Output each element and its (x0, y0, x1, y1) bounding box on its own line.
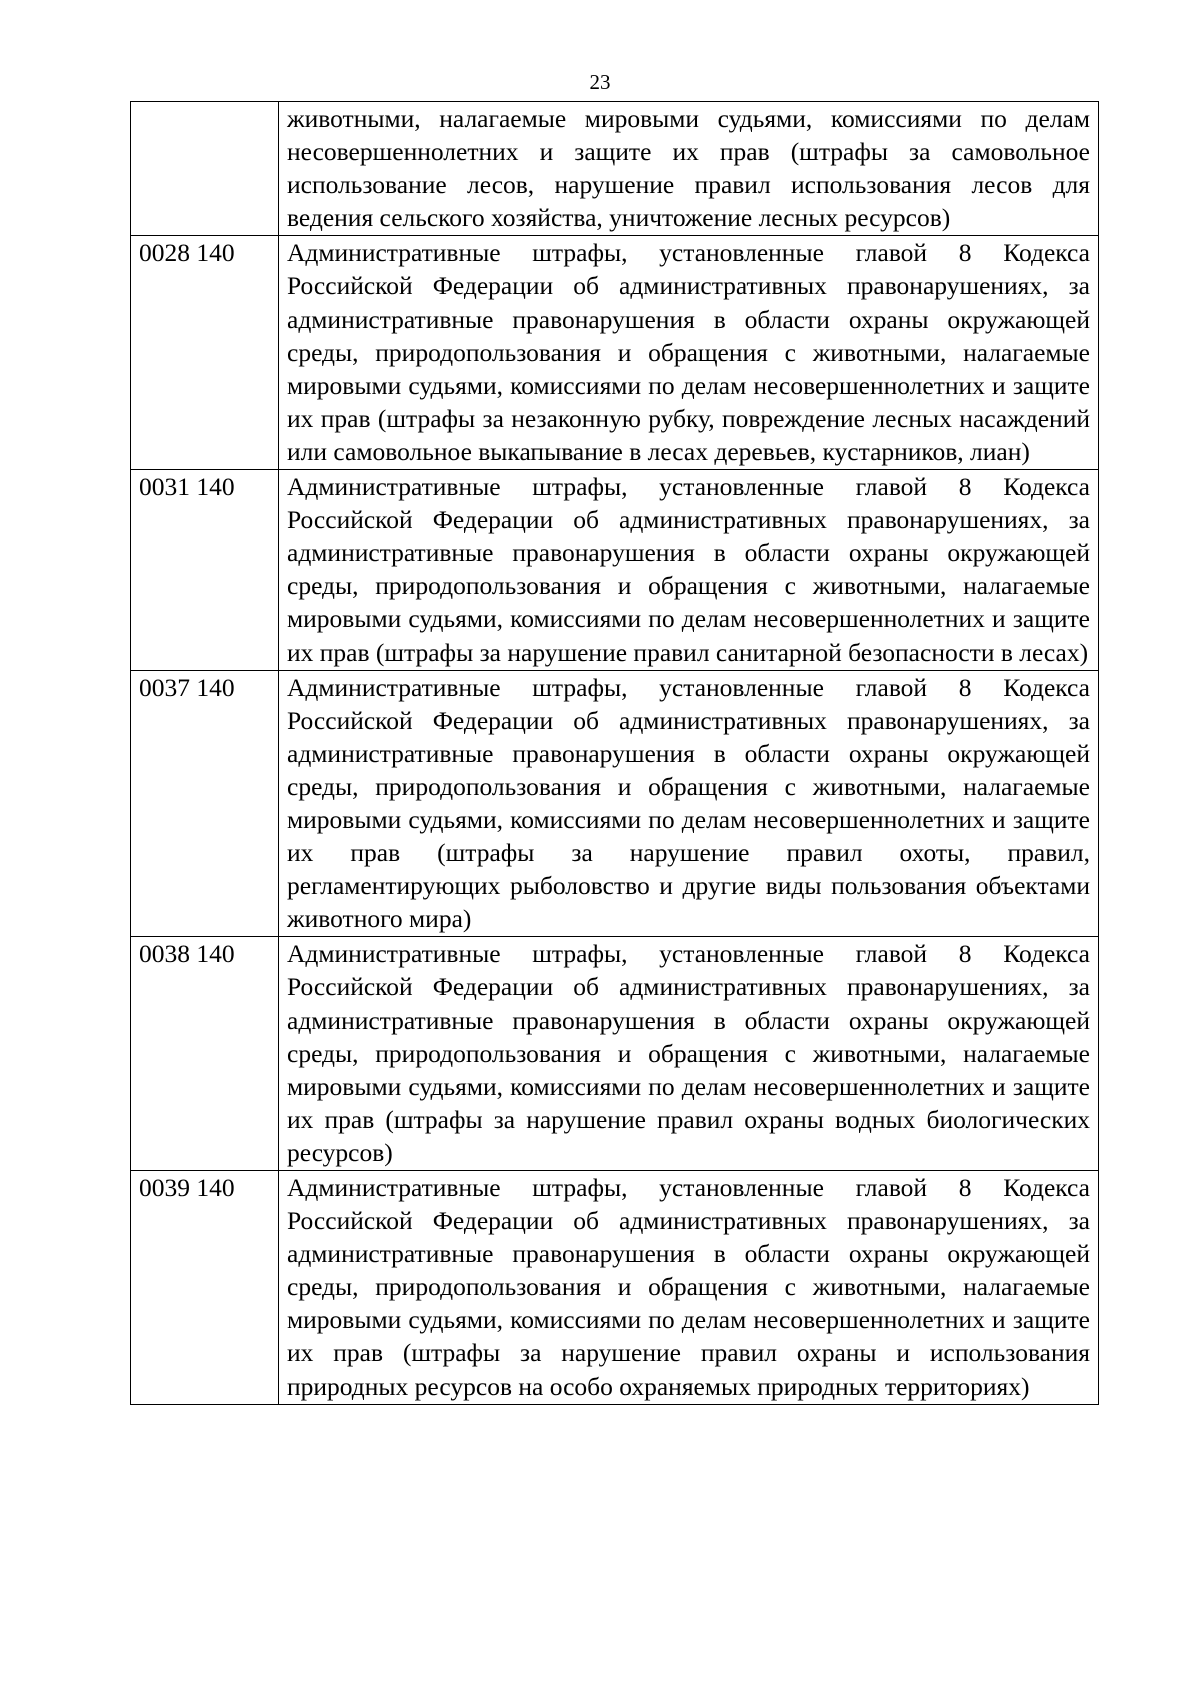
code-cell: 0031 140 (131, 470, 279, 671)
code-cell: 0038 140 (131, 937, 279, 1171)
table-row (131, 236, 1099, 470)
table-row (131, 1171, 1099, 1405)
code-cell: 0039 140 (131, 1171, 279, 1405)
table-row (131, 670, 1099, 937)
description-cell: животными, налагаемые мировыми судьями, комиссиями по делам несовершеннолетних и защите их прав (штрафы за самовольное использование лесов, нарушение правил использования лесов для ведения сельского хозяйства, уничтожение лесных ресурсов) (279, 102, 1099, 236)
page-number: 23 (589, 70, 611, 94)
table-row (131, 470, 1099, 671)
description-cell: Административные штрафы, установленные главой 8 Кодекса Российской Федерации об административных правонарушениях, за административные правонарушения в области охраны окружающей среды, природопользования и обращения с животными, налагаемые мировыми судьями, комиссиями по делам несовершеннолетних и защите их прав (штрафы за нарушение правил охраны и использования природных ресурсов на особо охраняемых природных территориях) (279, 1171, 1099, 1405)
description-cell: Административные штрафы, установленные главой 8 Кодекса Российской Федерации об административных правонарушениях, за административные правонарушения в области охраны окружающей среды, природопользования и обращения с животными, налагаемые мировыми судьями, комиссиями по делам несовершеннолетних и защите их прав (штрафы за нарушение правил санитарной безопасности в лесах) (279, 470, 1099, 671)
description-cell: Административные штрафы, установленные главой 8 Кодекса Российской Федерации об административных правонарушениях, за административные правонарушения в области охраны окружающей среды, природопользования и обращения с животными, налагаемые мировыми судьями, комиссиями по делам несовершеннолетних и защите их прав (штрафы за нарушение правил охраны водных биологических ресурсов) (279, 937, 1099, 1171)
description-cell: Административные штрафы, установленные главой 8 Кодекса Российской Федерации об административных правонарушениях, за административные правонарушения в области охраны окружающей среды, природопользования и обращения с животными, налагаемые мировыми судьями, комиссиями по делам несовершеннолетних и защите их прав (штрафы за незаконную рубку, повреждение лесных насаждений или самовольное выкапывание в лесах деревьев, кустарников, лиан) (279, 236, 1099, 470)
code-cell: 0028 140 (131, 236, 279, 470)
table-row (131, 937, 1099, 1171)
codes-table (130, 101, 1099, 1405)
table-row (131, 102, 1099, 236)
code-cell: 0037 140 (131, 670, 279, 937)
code-cell (131, 102, 279, 236)
description-cell: Административные штрафы, установленные главой 8 Кодекса Российской Федерации об административных правонарушениях, за административные правонарушения в области охраны окружающей среды, природопользования и обращения с животными, налагаемые мировыми судьями, комиссиями по делам несовершеннолетних и защите их прав (штрафы за нарушение правил охоты, правил, регламентирующих рыболовство и другие виды пользования объектами животного мира) (279, 670, 1099, 937)
